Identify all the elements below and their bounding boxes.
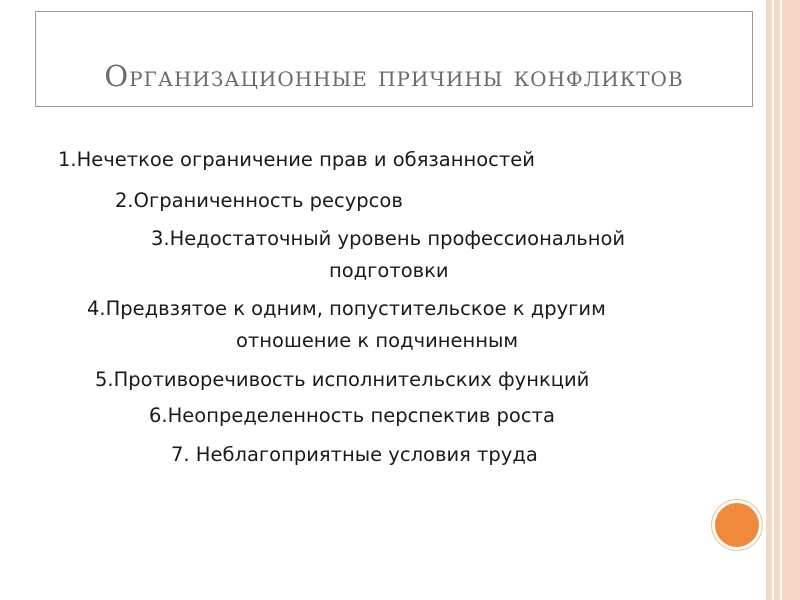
list-item: 1.Нечеткое ограничение прав и обязанностей: [58, 148, 535, 171]
slide-title: Организационные причины конфликтов: [104, 59, 684, 93]
list-item: 6.Неопределенность перспектив роста: [149, 404, 555, 427]
list-item: 2.Ограниченность ресурсов: [115, 189, 403, 212]
list-item: подготовки: [329, 259, 449, 282]
list-item: 5.Противоречивость исполнительских функций: [95, 368, 590, 391]
list-item: 4.Предвзятое к одним, попустительское к другим: [87, 297, 606, 320]
list-item: 3.Недостаточный уровень профессиональной: [151, 227, 626, 250]
list-item: 7. Неблагоприятные условия труда: [171, 443, 538, 466]
list-item: отношение к подчиненным: [236, 329, 519, 352]
